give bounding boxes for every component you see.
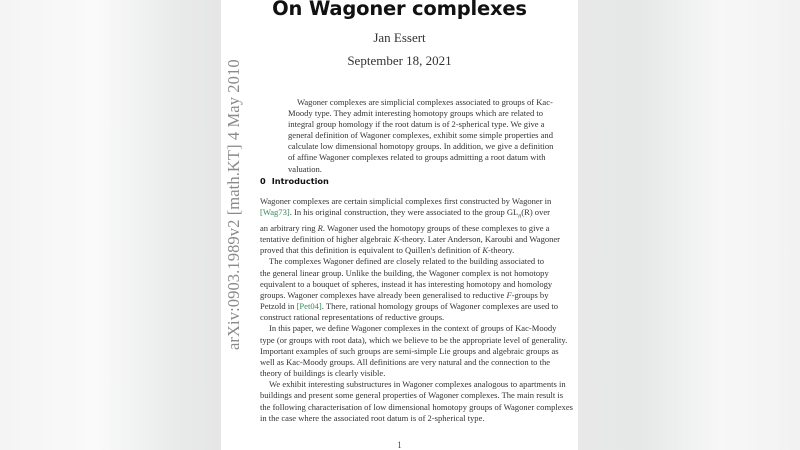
paragraph-line bbox=[260, 234, 561, 245]
paragraph-line: the following characterisation of low dimensional homotopy groups of Wagoner complexes bbox=[260, 401, 573, 412]
text-span: -groups by bbox=[511, 289, 549, 300]
text-span: (R) over bbox=[521, 207, 550, 218]
abstract-line: of affine Wagoner complexes related to groups admitting a root datum with bbox=[288, 152, 546, 163]
arxiv-identifier: arXiv:0903.1989v2 [math.KT] 4 May 2010 bbox=[224, 59, 243, 350]
citation-link-pet04[interactable]: [Pet04] bbox=[296, 301, 322, 312]
paragraph-line: equivalent to a bouquet of spheres, instead it has interesting homotopy and homology bbox=[260, 278, 553, 289]
abstract-line: valuation. bbox=[288, 163, 322, 174]
math-subscript: n bbox=[518, 213, 522, 220]
text-span: . In his original construction, they were associated to the group GL bbox=[289, 207, 519, 218]
math-symbol: K bbox=[482, 245, 489, 256]
abstract-line: calculate low dimensional homotopy groups. In addition, we give a definition bbox=[288, 141, 554, 152]
abstract-line: general definition of Wagoner complexes, exhibit some simple properties and bbox=[288, 130, 553, 141]
paragraph-line: In this paper, we define Wagoner complexes in the context of groups of Kac-Moody bbox=[269, 323, 557, 334]
paragraph-line bbox=[260, 223, 550, 234]
section-title: Introduction bbox=[271, 176, 329, 186]
paper-title: On Wagoner complexes bbox=[272, 0, 527, 20]
math-symbol: K bbox=[393, 234, 400, 245]
paragraph-line: construct rational representations of reductive groups. bbox=[260, 312, 445, 323]
paragraph-line: the general linear group. Unlike the building, the Wagoner complex is not homotopy bbox=[260, 267, 549, 278]
paragraph-line: theory of buildings is clearly visible. bbox=[260, 368, 386, 379]
text-span: an arbitrary ring bbox=[260, 223, 318, 234]
paragraph-line: well as Kac-Moody groups. All definitions are very natural and the connection to the bbox=[260, 356, 551, 367]
introduction-body bbox=[260, 196, 573, 424]
paragraph-line: in the case where the associated root datum is of 2-spherical type. bbox=[260, 412, 485, 423]
text-span: Petzold in bbox=[260, 301, 297, 312]
abstract-line: Wagoner complexes are simplicial complexes associated to groups of Kac- bbox=[297, 97, 553, 107]
abstract-line: Moody type. They admit interesting homotopy groups which are related to bbox=[288, 108, 544, 119]
paragraph-line: type (or groups with root data), which we believe to be the appropriate level of generality. bbox=[260, 334, 568, 345]
section-number: 0 bbox=[260, 176, 266, 186]
text-span: -theory. bbox=[488, 245, 515, 256]
text-span: . Wagoner used the homotopy groups of these complexes to give a bbox=[322, 223, 550, 234]
pdf-page bbox=[221, 0, 578, 450]
paragraph-line: We exhibit interesting substructures in Wagoner complexes analogous to apartments in bbox=[269, 379, 566, 390]
author-name: Jan Essert bbox=[373, 30, 426, 45]
text-span: proved that this definition is equivalent to Quillen's definition of bbox=[260, 245, 483, 256]
section-heading bbox=[260, 176, 329, 186]
paragraph-line bbox=[260, 289, 549, 301]
abstract bbox=[288, 97, 554, 175]
math-symbol: R bbox=[317, 223, 323, 234]
text-span: . There, rational homology groups of Wagoner complexes are used to bbox=[321, 301, 559, 312]
text-span: groups. Wagoner complexes have already been generalised to reductive bbox=[260, 289, 507, 300]
paragraph-line bbox=[260, 301, 559, 312]
abstract-line: integral group homology if the root datum is of 2-spherical type. We give a bbox=[288, 119, 545, 130]
paragraph-line: Important examples of such groups are semi-simple Lie groups and algebraic groups as bbox=[260, 345, 559, 356]
math-symbol: F bbox=[506, 289, 512, 300]
paragraph-line: Wagoner complexes are certain simplicial complexes first constructed by Wagoner in bbox=[260, 196, 552, 206]
citation-link-wag73[interactable]: [Wag73] bbox=[260, 207, 290, 218]
paper-date: September 18, 2021 bbox=[347, 53, 452, 68]
text-span: -theory. Later Anderson, Karoubi and Wagoner bbox=[399, 234, 561, 245]
page-number: 1 bbox=[397, 440, 402, 450]
paragraph-line bbox=[260, 245, 544, 256]
paragraph-line: The complexes Wagoner defined are closely related to the building associated to bbox=[269, 256, 544, 267]
paragraph-line: buildings and present some general properties of Wagoner complexes. The main result is bbox=[260, 390, 564, 401]
text-span: tentative definition of higher algebraic bbox=[260, 234, 394, 245]
paragraph-line bbox=[260, 207, 550, 223]
